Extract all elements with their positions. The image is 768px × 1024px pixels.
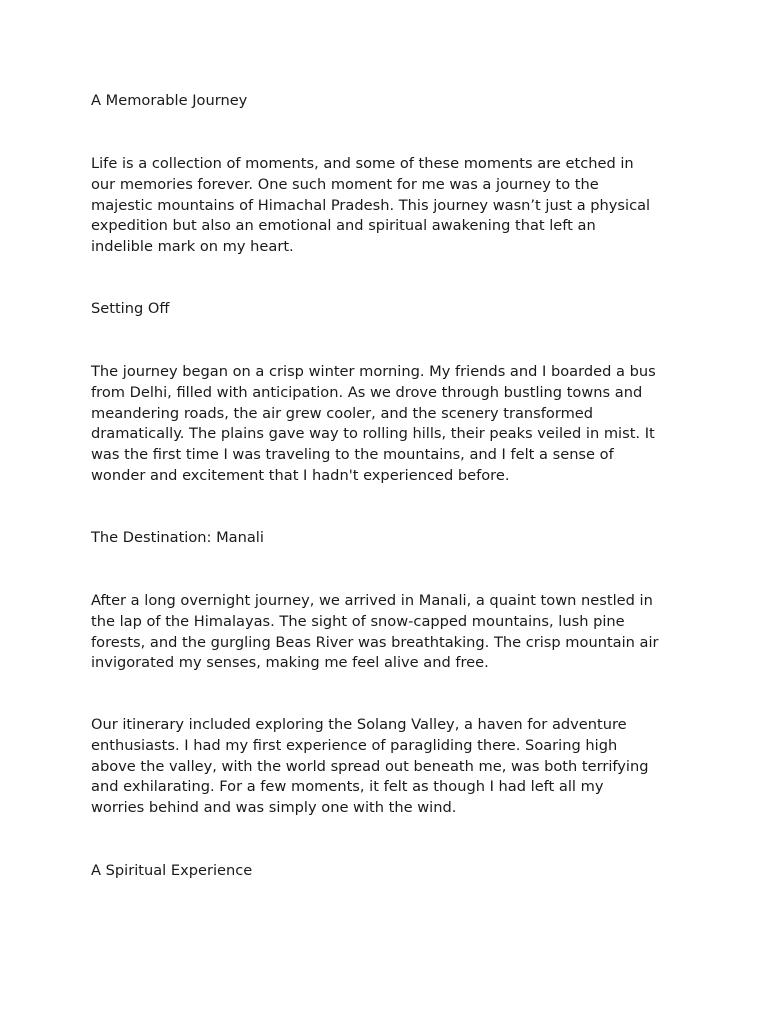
- intro-paragraph: [91, 154, 691, 258]
- paragraph-line: forests, and the gurgling Beas River was breathtaking. The crisp mountain air: [91, 633, 659, 651]
- paragraph-line: worries behind and was simply one with the wind.: [91, 799, 457, 817]
- paragraph-line: After a long overnight journey, we arrived in Manali, a quaint town nestled in: [91, 592, 653, 609]
- document-title: A Memorable Journey: [91, 92, 248, 109]
- paragraph-line: majestic mountains of Himachal Pradesh. This journey wasn’t just a physical: [91, 196, 651, 214]
- paragraph-line: wonder and excitement that I hadn't experienced before.: [91, 466, 510, 484]
- paragraph-line: and exhilarating. For a few moments, it felt as though I had left all my: [91, 778, 604, 796]
- paragraph-line: above the valley, with the world spread out beneath me, was both terrifying: [91, 757, 649, 775]
- paragraph-line: our memories forever. One such moment for me was a journey to the: [91, 175, 599, 193]
- setting-off-paragraph: [91, 362, 691, 487]
- paragraph-line: the lap of the Himalayas. The sight of snow-capped mountains, lush pine: [91, 612, 625, 630]
- paragraph-line: expedition but also an emotional and spiritual awakening that left an: [91, 217, 596, 235]
- section-heading-setting-off: Setting Off: [91, 300, 170, 317]
- paragraph-line: meandering roads, the air grew cooler, and the scenery transformed: [91, 404, 594, 422]
- paragraph-line: from Delhi, filled with anticipation. As we drove through bustling towns and: [91, 383, 643, 401]
- paragraph-line: Life is a collection of moments, and some of these moments are etched in: [91, 155, 634, 172]
- destination-paragraph-2: [91, 715, 691, 819]
- destination-paragraph-1: [91, 591, 691, 674]
- paragraph-line: enthusiasts. I had my first experience of paragliding there. Soaring high: [91, 736, 618, 754]
- paragraph-line: invigorated my senses, making me feel alive and free.: [91, 654, 489, 672]
- paragraph-line: indelible mark on my heart.: [91, 238, 294, 256]
- paragraph-line: dramatically. The plains gave way to rolling hills, their peaks veiled in mist. It: [91, 425, 655, 443]
- section-heading-destination: The Destination: Manali: [91, 529, 264, 546]
- section-heading-spiritual: A Spiritual Experience: [91, 862, 253, 879]
- paragraph-line: The journey began on a crisp winter morning. My friends and I boarded a bus: [91, 363, 656, 380]
- paragraph-line: Our itinerary included exploring the Solang Valley, a haven for adventure: [91, 716, 627, 733]
- paragraph-line: was the first time I was traveling to the mountains, and I felt a sense of: [91, 446, 614, 464]
